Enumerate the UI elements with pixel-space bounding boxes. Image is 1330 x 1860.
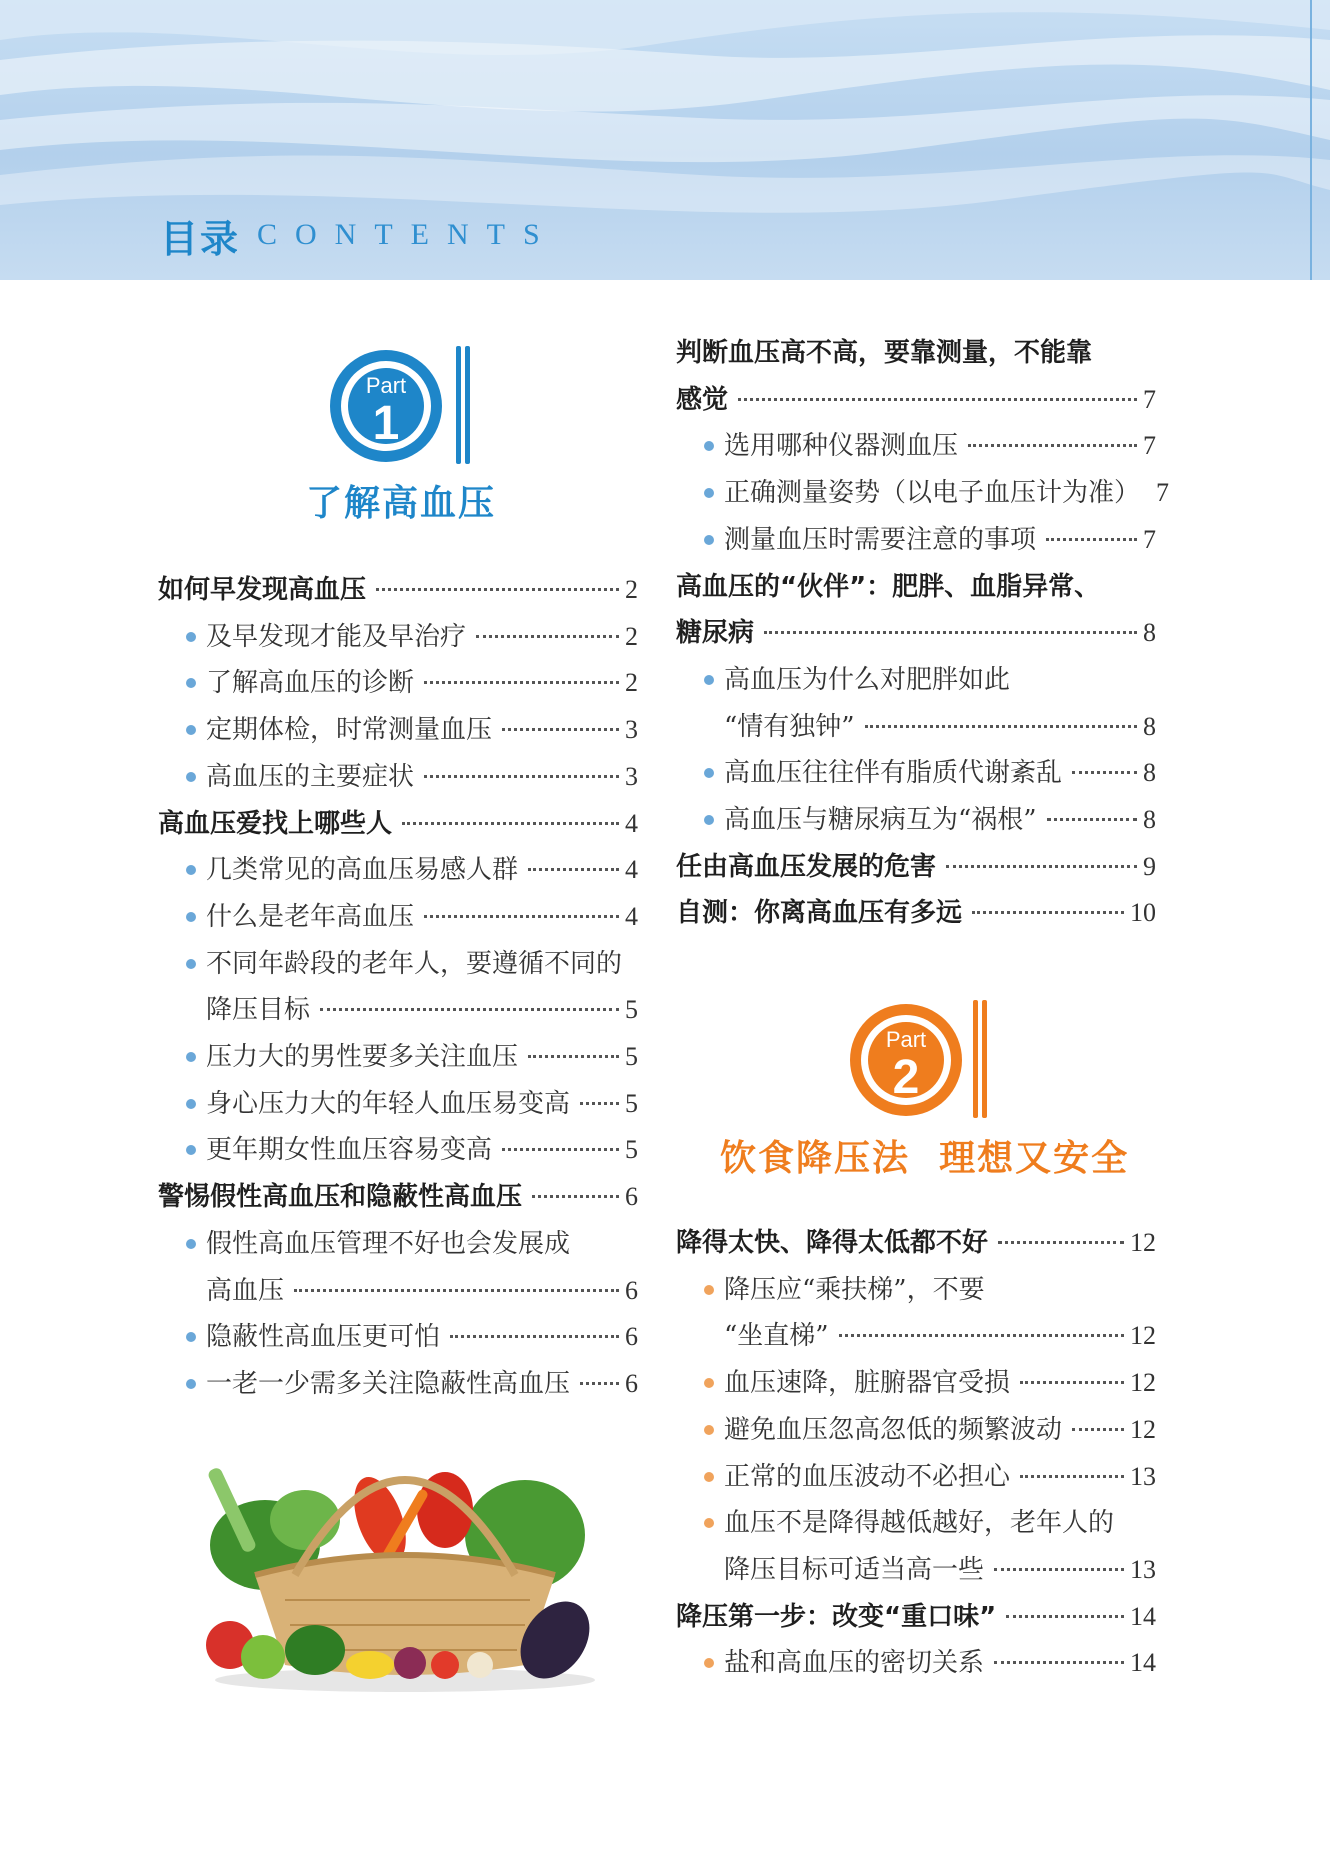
toc-entry-title: 降得太快、降得太低都不好	[676, 1228, 989, 1258]
toc-entry-title: 正确测量姿势（以电子血压计为准）	[724, 478, 1141, 509]
toc-page-number: 2	[625, 621, 638, 651]
leader-dots	[946, 865, 1137, 868]
leader-dots	[1020, 1381, 1124, 1384]
vegetable-basket-image	[195, 1425, 615, 1699]
toc-entry-title: 高血压	[206, 1275, 285, 1306]
bullet-icon	[704, 1285, 714, 1295]
toc-entry[interactable]	[206, 1364, 638, 1404]
toc-entry-title: 自测：你离高血压有多远	[676, 898, 963, 929]
toc-entry-title: 降压目标可适当高一些	[724, 1554, 985, 1585]
toc-entry[interactable]	[206, 710, 638, 750]
toc-page-number: 14	[1130, 1601, 1156, 1631]
leader-dots	[998, 1241, 1124, 1244]
toc-entry[interactable]	[206, 1037, 638, 1077]
bullet-icon	[704, 1518, 714, 1528]
toc-page-number: 12	[1130, 1414, 1156, 1444]
toc-entry-title: 几类常见的高血压易感人群	[206, 855, 519, 886]
toc-entry-title: 盐和高血压的密切关系	[724, 1648, 985, 1679]
leader-dots	[580, 1382, 619, 1385]
leader-dots	[528, 1055, 619, 1058]
toc-entry-title: 隐蔽性高血压更可怕	[206, 1322, 441, 1353]
toc-entry-title: 身心压力大的年轻人血压易变高	[206, 1088, 571, 1119]
bullet-icon	[704, 1425, 714, 1435]
leader-dots	[994, 1661, 1124, 1664]
toc-entry-title: 高血压为什么对肥胖如此	[724, 664, 1011, 695]
toc-page-number: 13	[1130, 1461, 1156, 1491]
bullet-icon	[704, 1658, 714, 1668]
toc-entry-title: 如何早发现高血压	[158, 575, 367, 605]
bullet-icon	[704, 441, 714, 451]
toc-section[interactable]	[158, 1177, 638, 1217]
bullet-icon	[704, 488, 714, 498]
toc-entry[interactable]	[206, 1084, 638, 1124]
toc-entry[interactable]	[724, 660, 1156, 700]
leader-dots	[994, 1568, 1124, 1571]
leader-dots	[502, 728, 619, 731]
toc-section[interactable]	[158, 570, 638, 610]
chopsticks-icon	[456, 346, 470, 464]
toc-entry-title: 测量血压时需要注意的事项	[724, 524, 1037, 555]
part2-number: 2	[892, 1051, 920, 1104]
leader-dots	[968, 444, 1137, 447]
leader-dots	[450, 1335, 619, 1338]
bullet-icon	[186, 772, 196, 782]
toc-entry-title: 及早发现才能及早治疗	[206, 621, 467, 652]
toc-section[interactable]	[158, 804, 638, 844]
toc-title: 目录	[160, 216, 241, 261]
toc-entry-title: 了解高血压的诊断	[206, 668, 415, 699]
toc-entry[interactable]	[724, 1550, 1156, 1590]
toc-section[interactable]	[676, 380, 1156, 420]
bullet-icon	[186, 865, 196, 875]
toc-entry[interactable]	[206, 897, 638, 937]
bullet-icon	[186, 1052, 196, 1062]
toc-entry-title: 避免血压忽高忽低的频繁波动	[724, 1414, 1063, 1445]
toc-entry-title: “情有独钟”	[724, 711, 855, 742]
toc-entry-title: 判断血压高不高，要靠测量，不能靠	[676, 338, 1093, 368]
toc-entry-title: 什么是老年高血压	[206, 901, 415, 932]
toc-entry[interactable]	[206, 944, 638, 984]
toc-entry[interactable]	[724, 1410, 1156, 1450]
header-edge-line	[1310, 0, 1312, 280]
bullet-icon	[186, 912, 196, 922]
toc-page-number: 7	[1143, 431, 1156, 461]
toc-entry[interactable]	[206, 663, 638, 703]
leader-dots	[402, 822, 619, 825]
leader-dots	[424, 681, 619, 684]
leader-dots	[1046, 538, 1137, 541]
bullet-icon	[186, 1099, 196, 1109]
part1-emblem	[325, 343, 475, 468]
toc-section[interactable]	[676, 1597, 1156, 1637]
leader-dots	[320, 1008, 619, 1011]
bullet-icon	[186, 725, 196, 735]
toc-entry-title: 感觉	[676, 384, 729, 415]
page-header	[0, 0, 1330, 280]
toc-page-number: 7	[1143, 524, 1156, 554]
toc-page-number: 8	[1143, 805, 1156, 834]
toc-entry[interactable]	[206, 757, 638, 797]
toc-entry[interactable]	[724, 1643, 1156, 1683]
toc-entry-title: 压力大的男性要多关注血压	[206, 1042, 519, 1072]
leader-dots	[839, 1334, 1124, 1337]
part1-badge	[325, 343, 475, 468]
leader-dots	[424, 915, 619, 918]
toc-page-number: 4	[625, 808, 638, 838]
toc-page-number: 8	[1143, 758, 1156, 788]
bullet-icon	[704, 1472, 714, 1482]
bullet-icon	[186, 1239, 196, 1249]
leader-dots	[1006, 1615, 1124, 1618]
toc-page-number: 4	[625, 855, 638, 885]
toc-page-number: 5	[625, 1135, 638, 1165]
toc-section[interactable]	[676, 613, 1156, 653]
leader-dots	[376, 588, 619, 591]
bullet-icon	[186, 1332, 196, 1342]
leader-dots	[1047, 818, 1137, 821]
toc-entry-title: 正常的血压波动不必担心	[724, 1461, 1011, 1492]
toc-entry-title: 降压第一步：改变“重口味”	[676, 1601, 997, 1632]
toc-page-number: 12	[1130, 1368, 1156, 1398]
toc-page-number: 12	[1130, 1321, 1156, 1351]
toc-entry[interactable]	[724, 520, 1156, 560]
toc-entry-title: 血压速降，脏腑器官受损	[724, 1368, 1011, 1399]
toc-entry-title: 定期体检，时常测量血压	[206, 715, 493, 746]
bullet-icon	[704, 815, 714, 825]
toc-entry[interactable]	[724, 426, 1156, 466]
toc-page-number: 3	[625, 715, 638, 745]
toc-page-number: 13	[1130, 1554, 1156, 1584]
leader-dots	[476, 635, 619, 638]
part1-number: 1	[372, 397, 400, 450]
toc-page-number: 2	[625, 668, 638, 698]
toc-subtitle: CONTENTS	[257, 218, 558, 251]
leader-dots	[738, 398, 1137, 401]
bullet-icon	[704, 768, 714, 778]
toc-entry[interactable]	[206, 1317, 638, 1357]
leader-dots	[1020, 1475, 1124, 1478]
toc-page-number: 10	[1130, 898, 1156, 928]
bullet-icon	[186, 1379, 196, 1389]
toc-entry[interactable]	[206, 850, 638, 890]
toc-page-number: 6	[625, 1368, 638, 1398]
toc-page-number: 5	[625, 1042, 638, 1071]
toc-page-number: 9	[1143, 851, 1156, 881]
toc-entry[interactable]	[724, 1363, 1156, 1403]
toc-section[interactable]	[676, 567, 1156, 607]
toc-entry[interactable]	[724, 707, 1156, 747]
bullet-icon	[186, 959, 196, 969]
toc-section[interactable]	[676, 893, 1156, 933]
toc-entry[interactable]	[724, 753, 1156, 793]
toc-entry-title: 糖尿病	[676, 618, 755, 649]
leader-dots	[294, 1289, 619, 1292]
chopsticks-icon	[973, 1000, 987, 1118]
toc-entry-title: 选用哪种仪器测血压	[724, 431, 959, 462]
part2-title: 饮食降压法 理想又安全	[720, 1138, 1130, 1179]
toc-entry[interactable]	[206, 1130, 638, 1170]
part2-label: Part	[885, 1027, 927, 1052]
toc-entry-title: 假性高血压管理不好也会发展成	[206, 1228, 571, 1259]
bullet-icon	[704, 535, 714, 545]
bullet-icon	[704, 675, 714, 685]
part2-emblem	[845, 997, 995, 1122]
toc-entry[interactable]	[724, 1316, 1156, 1356]
toc-entry[interactable]	[724, 1270, 1156, 1310]
toc-page-number: 3	[625, 761, 638, 791]
leader-dots	[528, 868, 619, 871]
toc-section[interactable]	[676, 847, 1156, 887]
toc-page-number: 6	[625, 1275, 638, 1305]
toc-entry[interactable]	[206, 617, 638, 657]
toc-entry[interactable]	[724, 1457, 1156, 1497]
toc-entry[interactable]	[206, 1271, 638, 1311]
toc-entry-title: 高血压爱找上哪些人	[158, 808, 393, 839]
toc-page-number: 7	[1143, 384, 1156, 414]
toc-section[interactable]	[676, 1223, 1156, 1263]
toc-page-number: 12	[1130, 1228, 1156, 1257]
bullet-icon	[186, 1145, 196, 1155]
bullet-icon	[704, 1378, 714, 1388]
toc-entry-title: 警惕假性高血压和隐蔽性高血压	[158, 1182, 523, 1213]
part1-title: 了解高血压	[306, 483, 497, 524]
toc-page-number: 8	[1143, 618, 1156, 648]
toc-entry-title: 任由高血压发展的危害	[676, 851, 937, 882]
toc-entry-title: “坐直梯”	[724, 1321, 829, 1352]
toc-page-number: 6	[625, 1322, 638, 1352]
toc-page-number: 8	[1143, 711, 1156, 741]
toc-entry[interactable]	[206, 990, 638, 1030]
part1-heading	[306, 475, 496, 526]
leader-dots	[502, 1148, 619, 1151]
toc-page-number: 5	[625, 1088, 638, 1118]
leader-dots	[1072, 1428, 1124, 1431]
leader-dots	[1072, 771, 1137, 774]
toc-entry-title: 降压应“乘扶梯”，不要	[724, 1274, 985, 1305]
leader-dots	[532, 1195, 619, 1198]
toc-entry-title: 血压不是降得越低越好，老年人的	[724, 1508, 1115, 1539]
part1-label: Part	[365, 373, 407, 398]
leader-dots	[580, 1102, 619, 1105]
toc-page-number: 14	[1130, 1648, 1156, 1678]
toc-entry-title: 高血压与糖尿病互为“祸根”	[724, 805, 1037, 835]
toc-entry[interactable]	[724, 1503, 1156, 1543]
bullet-icon	[186, 678, 196, 688]
toc-entry-title: 高血压的主要症状	[206, 761, 415, 792]
leader-dots	[972, 911, 1124, 914]
toc-page-number: 7	[1156, 478, 1170, 508]
toc-entry-title: 不同年龄段的老年人，要遵循不同的	[206, 948, 623, 979]
toc-section[interactable]	[676, 333, 1156, 373]
part2-heading	[720, 1130, 1129, 1181]
toc-page-number: 5	[625, 995, 638, 1025]
toc-entry-title: 更年期女性血压容易变高	[206, 1135, 493, 1166]
toc-entry[interactable]	[724, 800, 1156, 840]
toc-entry-title: 高血压往往伴有脂质代谢紊乱	[724, 758, 1063, 789]
toc-entry-title: 一老一少需多关注隐蔽性高血压	[206, 1368, 571, 1399]
toc-page-number: 6	[625, 1182, 638, 1212]
toc-entry-title: 降压目标	[206, 995, 311, 1026]
bullet-icon	[186, 632, 196, 642]
toc-entry[interactable]	[724, 473, 1170, 513]
toc-entry[interactable]	[206, 1224, 638, 1264]
leader-dots	[424, 775, 619, 778]
leader-dots	[764, 631, 1137, 634]
toc-entry-title: 高血压的“伙伴”：肥胖、血脂异常、	[676, 571, 1101, 602]
leader-dots	[865, 725, 1137, 728]
toc-page-number: 4	[625, 901, 638, 931]
toc-page-number: 2	[625, 575, 638, 604]
part2-badge	[845, 997, 995, 1122]
